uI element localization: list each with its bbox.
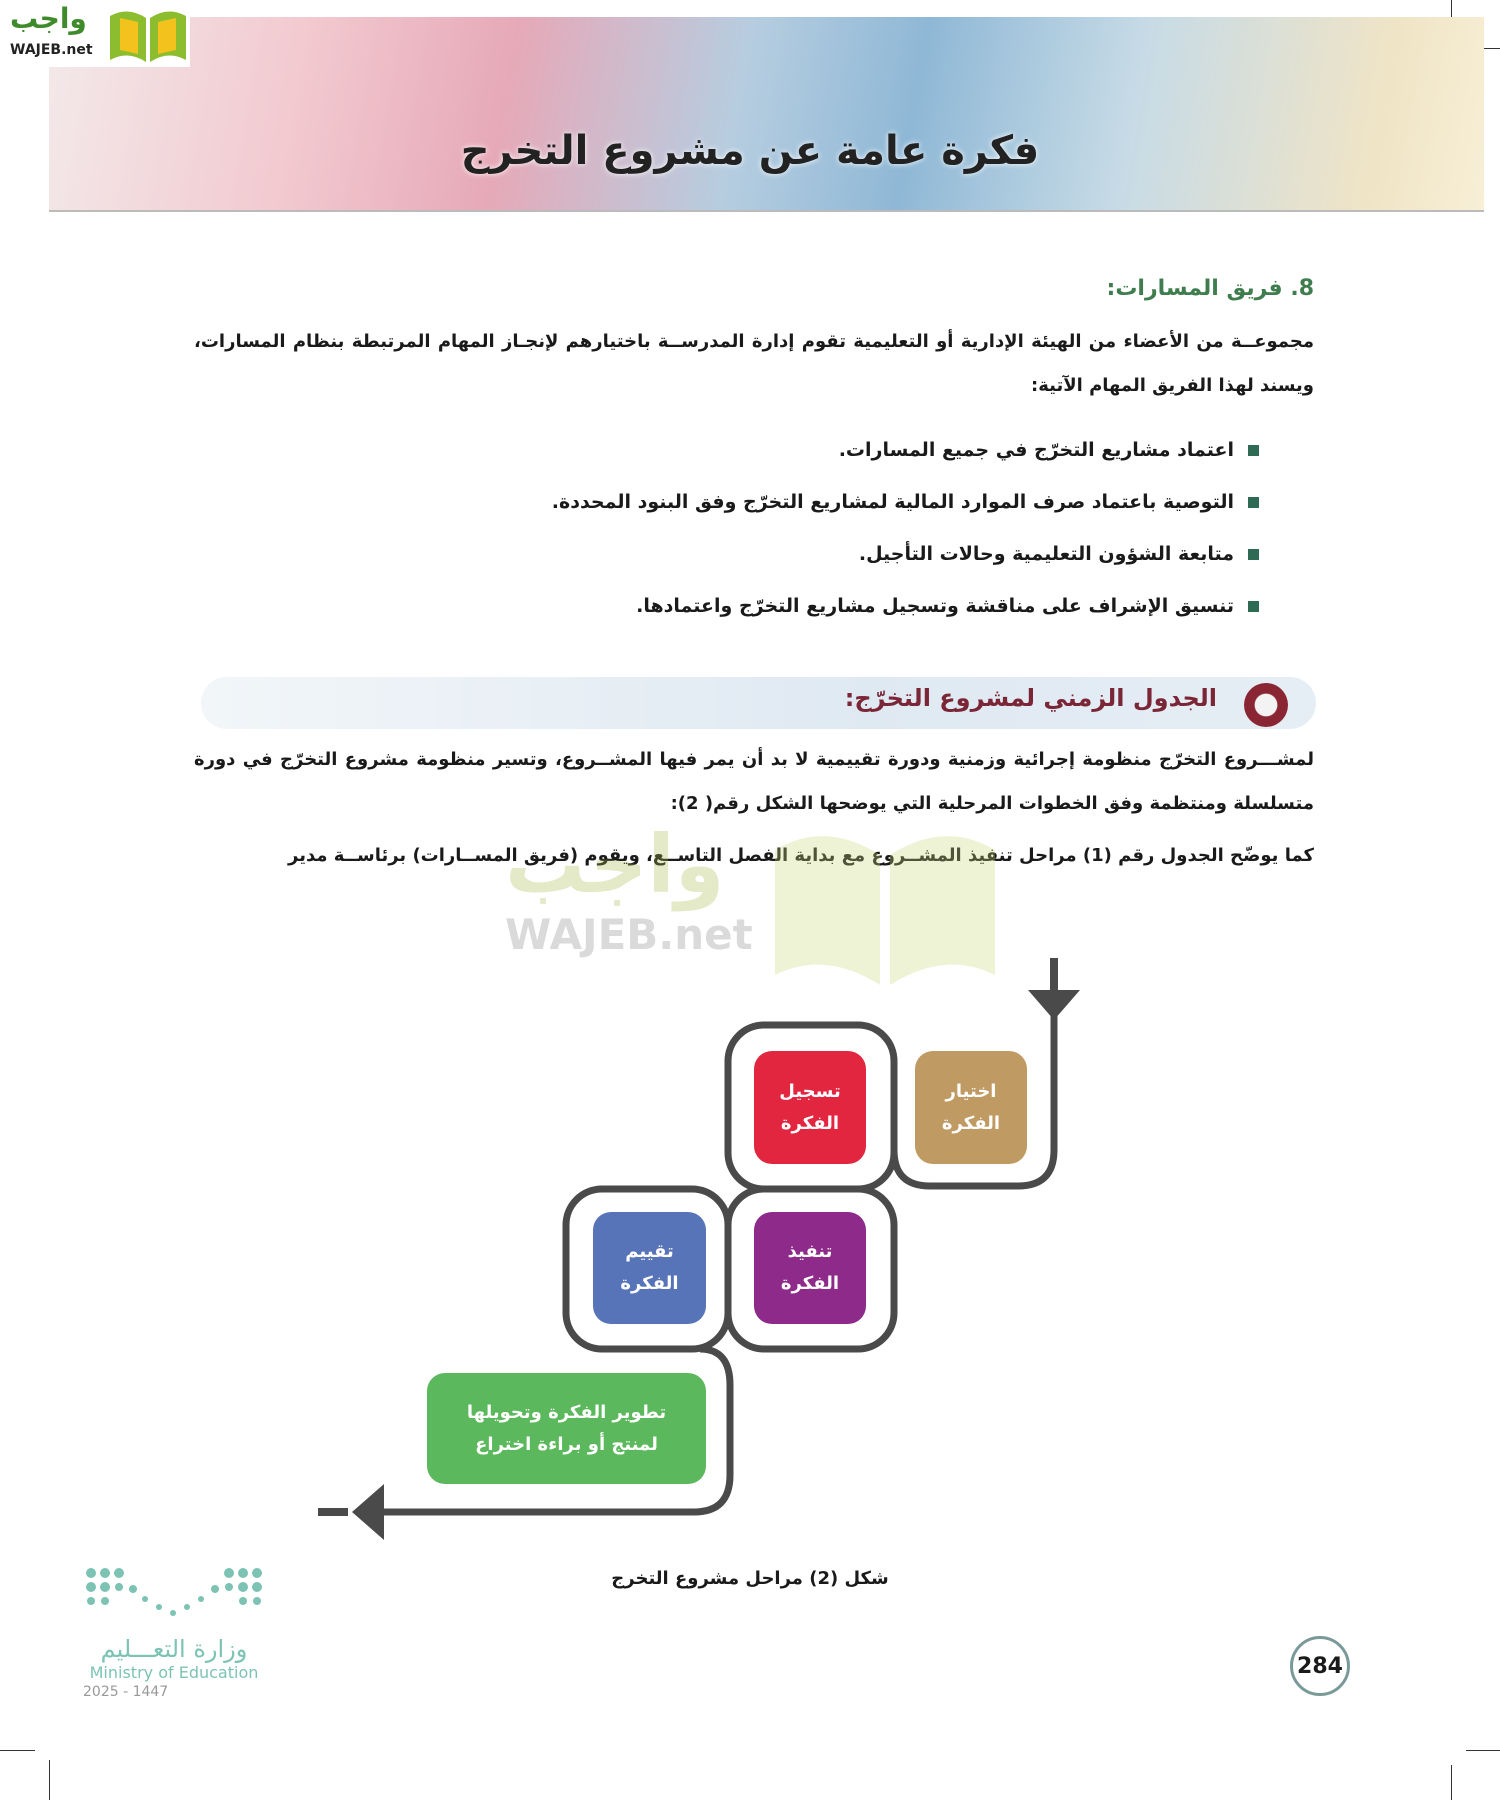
step-label: الفكرة xyxy=(620,1273,679,1294)
section-heading-paths-team: 8. فريق المسارات: xyxy=(1106,276,1314,301)
ministry-name-ar: وزارة التعـــليم xyxy=(100,1635,248,1663)
step-register-idea xyxy=(754,1051,866,1164)
figure-caption: شكل (2) مراحل مشروع التخرج xyxy=(611,1568,889,1589)
list-item-text: التوصية باعتماد صرف الموارد المالية لمشاريع التخرّج وفق البنود المحددة. xyxy=(551,491,1234,513)
step-label: الفكرة xyxy=(780,1112,840,1134)
step-label: تنفيذ xyxy=(787,1241,833,1262)
watermark-arabic: واجب xyxy=(505,818,725,911)
step-choose-idea xyxy=(915,1051,1027,1164)
page-number: 284 xyxy=(1290,1636,1350,1696)
step-develop-idea xyxy=(427,1373,706,1484)
logo-arabic: واجب xyxy=(10,2,87,35)
step-label: تقييم xyxy=(625,1241,674,1262)
step-label: الفكرة xyxy=(941,1112,1001,1134)
logo-latin: WAJEB.net xyxy=(10,42,93,58)
timeline-paragraph-2: كما يوضّح الجدول رقم (1) مراحل تنفيذ المشــروع مع بداية الفصل التاســع، ويقوم (فريق المســارات) برئاســة مدير xyxy=(288,845,1314,866)
list-item-text: متابعة الشؤون التعليمية وحالات التأجيل. xyxy=(858,543,1234,565)
list-item-text: تنسيق الإشراف على مناقشة وتسجيل مشاريع التخرّج واعتمادها. xyxy=(636,595,1234,617)
watermark-latin: WAJEB.net xyxy=(505,910,753,959)
step-label: اختيار xyxy=(945,1080,997,1102)
ministry-dots-icon xyxy=(83,1563,265,1625)
paths-team-paragraph: مجموعــة من الأعضاء من الهيئة الإدارية أو التعليمية تقوم إدارة المدرســة باختيارهم لإنجـاز المهام المرتبطة بنظام المسارات، ويسند لهذا الفريق المهام الآتية: xyxy=(194,331,1314,396)
list-item-text: اعتماد مشاريع التخرّج في جميع المسارات. xyxy=(838,439,1234,461)
ministry-name-en: Ministry of Education xyxy=(89,1663,259,1682)
step-label: الفكرة xyxy=(780,1273,840,1294)
page-title: فكرة عامة عن مشروع التخرج xyxy=(460,128,1040,174)
step-label: تسجيل xyxy=(779,1080,841,1102)
step-implement-idea xyxy=(754,1212,866,1324)
edition-year: 2025 - 1447 xyxy=(83,1684,169,1700)
ministry-logo xyxy=(83,1563,273,1700)
step-label: لمنتج أو براءة اختراع xyxy=(475,1433,658,1455)
step-label: تطوير الفكرة وتحويلها xyxy=(466,1401,667,1423)
timeline-heading: الجدول الزمني لمشروع التخرّج: xyxy=(844,684,1217,712)
step-evaluate-idea xyxy=(593,1212,706,1324)
timeline-paragraph: لمشـــروع التخرّج منظومة إجرائية وزمنية ودورة تقييمية لا بد أن يمر فيها المشــروع، وتسير منظومة مشروع التخرّج في دورة متسلسلة ومنتظمة وفق الخطوات المرحلية التي يوضحها الشكل رقم( 2): xyxy=(194,749,1314,814)
